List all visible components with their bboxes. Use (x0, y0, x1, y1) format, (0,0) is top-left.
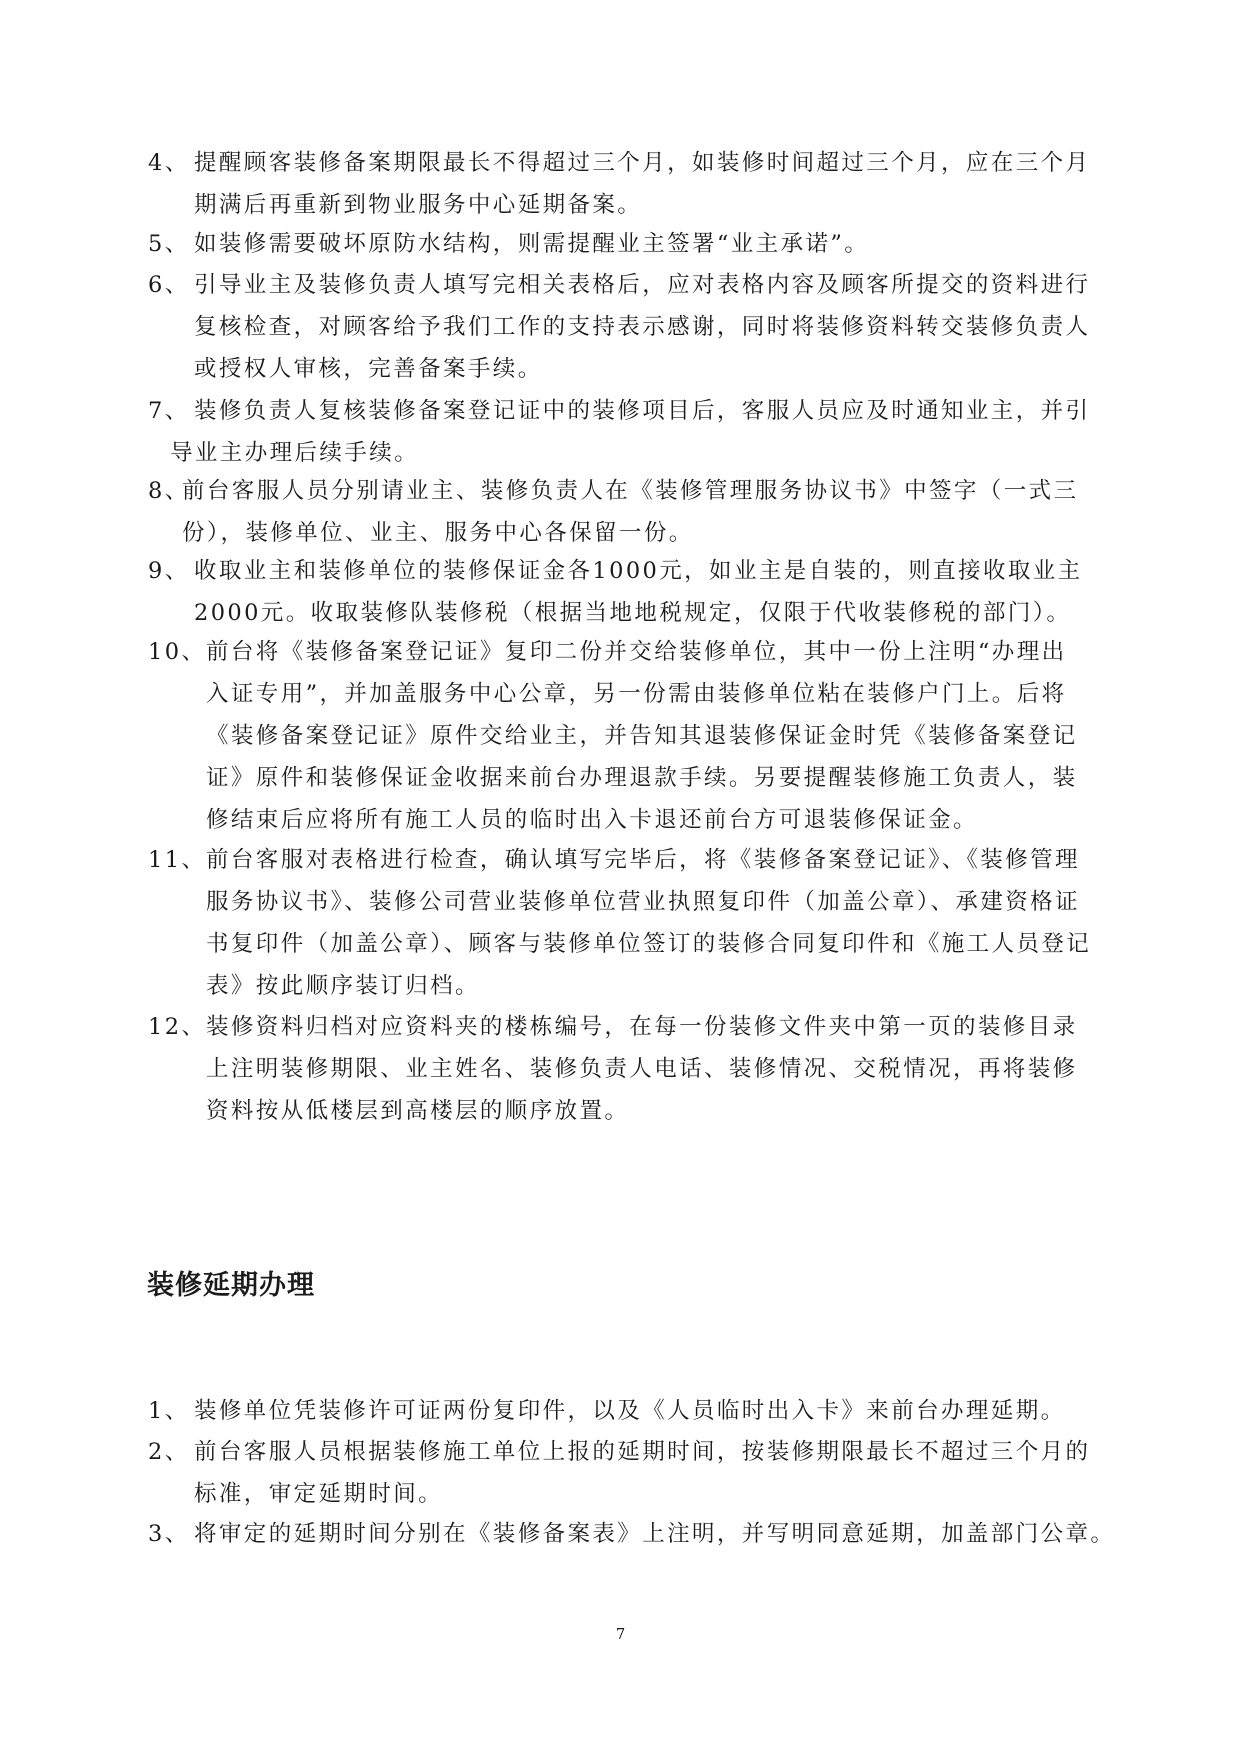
list-item (148, 631, 1088, 841)
item-text-line: 份），装修单位、业主、服务中心各保留一份。 (182, 520, 694, 546)
item-text-line: 《装修备案登记证》原件交给业主，并告知其退装修保证金时凭《装修备案登记 (206, 723, 1078, 749)
section-heading: 装修延期办理 (147, 1270, 315, 1301)
list-item (148, 839, 1092, 1007)
item-text-line: 修结束后应将所有施工人员的临时出入卡退还前台方可退装修保证金。 (206, 807, 978, 833)
item-number: 6、 (148, 272, 190, 298)
item-text-line: 前台客服人员分别请业主、装修负责人在《装修管理服务协议书》中签字（一式三 (182, 478, 1079, 504)
item-text-line: 装修负责人复核装修备案登记证中的装修项目后，客服人员应及时通知业主，并引 (194, 398, 1091, 424)
item-text-line: 复核检查，对顾客给予我们工作的支持表示感谢，同时将装修资料转交装修负责人 (194, 314, 1091, 340)
item-number: 9、 (148, 558, 190, 584)
item-text-line: 上注明装修期限、业主姓名、装修负责人电话、装修情况、交税情况，再将装修 (206, 1056, 1078, 1082)
item-text-line: 导业主办理后续手续。 (170, 440, 420, 466)
item-text-line: 收取业主和装修单位的装修保证金各1000元，如业主是自装的，则直接收取业主 (194, 558, 1083, 584)
list-item (148, 390, 1091, 474)
list-item (148, 1431, 1091, 1515)
item-text-line: 服务协议书》、装修公司营业装修单位营业执照复印件（加盖公章）、承建资格证 (206, 889, 1080, 915)
list-item (148, 264, 1091, 390)
item-text-line: 前台将《装修备案登记证》复印二份并交给装修单位，其中一份上注明“办理出 (206, 639, 1067, 665)
item-text-line: 标准，审定延期时间。 (194, 1481, 444, 1507)
list-item (148, 223, 1088, 265)
item-text-line: 装修资料归档对应资料夹的楼栋编号，在每一份装修文件夹中第一页的装修目录 (206, 1014, 1078, 1040)
item-number: 4、 (148, 150, 190, 176)
item-text-line: 前台客服对表格进行检查，确认填写完毕后，将《装修备案登记证》、《装修管理 (206, 847, 1080, 873)
item-text-line: 如装修需要破坏原防水结构，则需提醒业主签署“业主承诺”。 (194, 231, 870, 257)
item-number: 12、 (148, 1014, 207, 1040)
item-text-line: 表》按此顺序装订归档。 (206, 973, 480, 999)
item-number: 8、 (148, 478, 190, 504)
item-text-line: 书复印件（加盖公章）、顾客与装修单位签订的装修合同复印件和《施工人员登记 (206, 931, 1092, 957)
item-text-line: 引导业主及装修负责人填写完相关表格后，应对表格内容及顾客所提交的资料进行 (194, 272, 1091, 298)
item-number: 2、 (148, 1439, 190, 1465)
list-item (148, 1513, 1116, 1555)
list-item (148, 470, 1088, 554)
list-item (148, 1006, 1088, 1132)
item-number: 3、 (148, 1521, 190, 1547)
page-number: 7 (615, 1625, 626, 1643)
item-text-line: 提醒顾客装修备案期限最长不得超过三个月，如装修时间超过三个月，应在三个月 (194, 150, 1091, 176)
item-number: 10、 (148, 639, 207, 665)
item-text-line: 入证专用”，并加盖服务中心公章，另一份需由装修单位粘在装修户门上。后将 (206, 681, 1067, 707)
item-text-line: 前台客服人员根据装修施工单位上报的延期时间，按装修期限最长不超过三个月的 (194, 1439, 1091, 1465)
item-text-line: 将审定的延期时间分别在《装修备案表》上注明，并写明同意延期，加盖部门公章。 (194, 1521, 1116, 1547)
item-number: 11、 (148, 847, 207, 873)
item-number: 7、 (148, 398, 190, 424)
item-number: 5、 (148, 231, 190, 257)
list-item (148, 1390, 1088, 1432)
list-item (148, 142, 1091, 226)
item-number: 1、 (148, 1398, 190, 1424)
list-item (148, 550, 1088, 634)
item-text-line: 资料按从低楼层到高楼层的顺序放置。 (206, 1098, 630, 1124)
item-text-line: 期满后再重新到物业服务中心延期备案。 (194, 192, 643, 218)
item-text-line: 证》原件和装修保证金收据来前台办理退款手续。另要提醒装修施工负责人，装 (206, 765, 1078, 791)
item-text-line: 2000元。收取装修队装修税（根据当地地税规定，仅限于代收装修税的部门）。 (194, 600, 1072, 626)
item-text-line: 装修单位凭装修许可证两份复印件，以及《人员临时出入卡》来前台办理延期。 (194, 1398, 1066, 1424)
item-text-line: 或授权人审核，完善备案手续。 (194, 356, 543, 382)
